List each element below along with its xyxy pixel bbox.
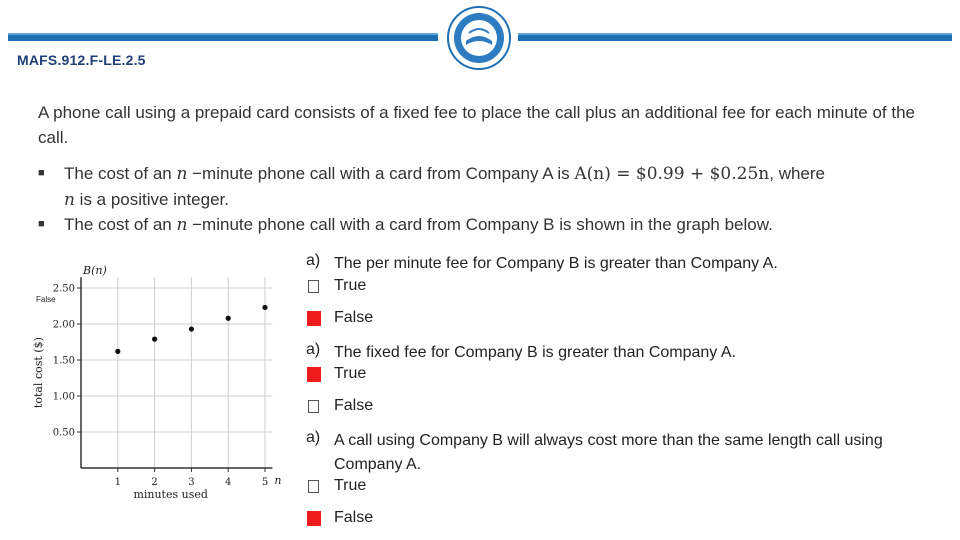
- intro-paragraph: A phone call using a prepaid card consists of a fixed fee to place the call plus an additional fee for each minute of the call.: [38, 103, 916, 147]
- bullet-text: The cost of an: [64, 215, 177, 234]
- bullet-text: −minute phone call with a card from Company B is shown in the graph below.: [187, 215, 773, 234]
- data-point: [226, 316, 231, 321]
- data-point: [152, 337, 157, 342]
- data-point: [189, 326, 194, 331]
- math-variable: n: [176, 215, 188, 235]
- question-label: a): [306, 252, 321, 269]
- q3-option-true[interactable]: [306, 477, 506, 497]
- question-text: The per minute fee for Company B is greater than Company A.: [334, 255, 778, 272]
- y-axis-label: total cost ($): [32, 337, 45, 409]
- bullet-company-b: [38, 212, 918, 237]
- q3-option-false[interactable]: [306, 509, 506, 529]
- bullet-marker: ■: [38, 218, 45, 230]
- x-tick-label: 3: [188, 477, 195, 488]
- checkbox[interactable]: [308, 280, 319, 293]
- checkbox[interactable]: [307, 511, 321, 526]
- header-bar-right: [518, 33, 952, 41]
- y-tick-label: 2.00: [52, 319, 75, 331]
- question-1: [306, 252, 886, 276]
- chart-title: B(n): [83, 264, 107, 278]
- option-label: False: [334, 309, 374, 326]
- math-variable: n: [64, 190, 75, 210]
- checkbox[interactable]: [308, 480, 319, 493]
- y-tick-label: 1.50: [52, 355, 75, 367]
- question-label: a): [306, 429, 321, 446]
- y-tick-label: 0.50: [52, 427, 75, 439]
- bullet-text: The cost of an: [64, 164, 177, 183]
- question-label: a): [306, 341, 321, 358]
- option-label: False: [334, 509, 374, 526]
- bullet-text: is a positive integer.: [74, 190, 229, 209]
- company-b-cost-chart: [30, 260, 295, 505]
- option-label: True: [334, 477, 367, 494]
- option-label: True: [334, 365, 367, 382]
- question-2: [306, 341, 886, 365]
- data-point: [262, 305, 267, 310]
- bullet-marker: ■: [38, 167, 45, 179]
- data-point: [115, 349, 120, 354]
- question-text: A call using Company B will always cost more than the same length call using Company A.: [334, 432, 883, 473]
- math-variable: n: [176, 164, 188, 184]
- bullet-text: , where: [769, 164, 825, 183]
- option-label: False: [334, 397, 374, 414]
- x-tick-label: 5: [261, 477, 269, 488]
- checkbox[interactable]: [308, 400, 319, 413]
- x-tick-label: 4: [225, 477, 232, 488]
- bullet-text: −minute phone call with a card from Company A is: [187, 164, 575, 183]
- x-axis-end-label: n: [274, 474, 282, 487]
- x-axis-label: minutes used: [133, 488, 208, 501]
- q2-option-true[interactable]: [306, 365, 506, 385]
- option-label: True: [334, 277, 367, 294]
- question-3: [306, 429, 886, 477]
- q1-option-false[interactable]: [306, 309, 506, 329]
- school-district-logo: [446, 5, 512, 71]
- bullet-company-a: [38, 161, 918, 211]
- standard-code: MAFS.912.F-LE.2.5: [17, 52, 146, 68]
- formula-company-a: A(n) = $0.99 + $0.25n: [574, 164, 770, 184]
- x-tick-label: 2: [151, 477, 158, 488]
- q2-option-false[interactable]: [306, 397, 506, 417]
- header-bar-left: [8, 33, 438, 41]
- y-tick-label: 1.00: [52, 391, 75, 403]
- checkbox[interactable]: [307, 311, 321, 326]
- checkbox[interactable]: [307, 367, 321, 382]
- corner-label: False: [36, 295, 56, 304]
- question-text: The fixed fee for Company B is greater than Company A.: [334, 344, 736, 361]
- chart-svg: [30, 260, 295, 505]
- x-tick-label: 1: [114, 477, 121, 488]
- y-tick-label: 2.50: [52, 283, 75, 295]
- q1-option-true[interactable]: [306, 277, 506, 297]
